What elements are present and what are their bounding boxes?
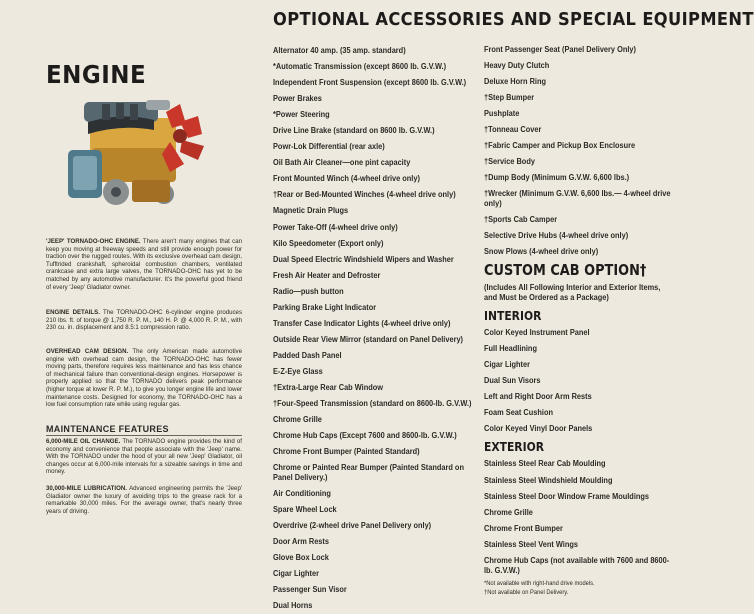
list-item: Fresh Air Heater and Defroster <box>273 269 381 280</box>
list-item: Dual Horns <box>273 600 313 611</box>
list-item: Passenger Sun Visor <box>273 584 347 595</box>
list-item: Cigar Lighter <box>484 359 530 370</box>
list-item: Chrome or Painted Rear Bumper (Painted Standard on Panel Delivery.) <box>273 462 464 482</box>
list-item: †Four-Speed Transmission (standard on 8600-lb. G.V.W.) <box>273 398 472 409</box>
engine-heading: ENGINE <box>46 60 147 89</box>
list-item: Glove Box Lock <box>273 552 329 563</box>
list-item: Independent Front Suspension (except 8600 lb. G.V.W.) <box>273 77 467 88</box>
list-item: Drive Line Brake (standard on 8600 lb. G.V.W.) <box>273 125 435 136</box>
list-item: Power Take-Off (4-wheel drive only) <box>273 221 398 232</box>
maintenance-oil-change: 6,000-MILE OIL CHANGE. The TORNADO engine provides the kind of economy and convenience that people associate with the 'Jeep' name. With the TORNADO under the hood of your all new 'Jeep' Gladiator, oil changes occur at 6,000-mile intervals for a sizeable savings in time and money. <box>46 438 242 476</box>
list-item: Dual Speed Electric Windshield Wipers and Washer <box>273 253 454 264</box>
list-item: Front Passenger Seat (Panel Delivery Only) <box>484 44 636 54</box>
list-item: Heavy Duty Clutch <box>484 60 550 71</box>
list-item: †Rear or Bed-Mounted Winches (4-wheel drive only) <box>273 189 456 200</box>
custom-cab-heading: CUSTOM CAB OPTION† <box>484 261 647 280</box>
list-item: Padded Dash Panel <box>273 349 342 360</box>
list-item: Magnetic Drain Plugs <box>273 205 349 216</box>
list-item: Dual Sun Visors <box>484 375 541 386</box>
accessories-column-b <box>484 42 684 597</box>
engine-illustration <box>62 94 210 222</box>
list-item: Deluxe Horn Ring <box>484 76 547 87</box>
list-item: Chrome Front Bumper (Painted Standard) <box>273 446 420 457</box>
list-item: Chrome Grille <box>273 414 322 425</box>
list-item: Oil Bath Air Cleaner—one pint capacity <box>273 157 411 168</box>
list-item: Chrome Hub Caps (not available with 7600 and 8600-lb. G.V.W.) <box>484 554 670 575</box>
interior-heading: INTERIOR <box>484 308 542 324</box>
list-item: Front Mounted Winch (4-wheel drive only) <box>273 173 420 184</box>
list-item: *Automatic Transmission (except 8600 lb. G.V.W.) <box>273 61 447 72</box>
list-item: Overdrive (2-wheel drive Panel Delivery only) <box>273 520 432 531</box>
maintenance-lubrication: 30,000-MILE LUBRICATION. Advanced engineering permits the 'Jeep' Gladiator owner the luxury of avoiding trips to the grease rack for a remarkable 30,000 miles. For the average owner, that's nearly three years of driving. <box>46 485 242 515</box>
list-item: Stainless Steel Rear Cab Moulding <box>484 458 606 469</box>
list-item: Color Keyed Instrument Panel <box>484 327 590 338</box>
footnote-right-hand-drive: *Not available with right-hand drive models. <box>484 579 595 587</box>
exterior-heading: EXTERIOR <box>484 439 545 455</box>
list-item: Power Brakes <box>273 93 322 104</box>
list-item: †Tonneau Cover <box>484 124 542 135</box>
list-item: Full Headlining <box>484 343 537 354</box>
list-item: †Dump Body (Minimum G.V.W. 6,600 lbs.) <box>484 172 630 183</box>
list-item: Stainless Steel Vent Wings <box>484 538 578 549</box>
list-item: Stainless Steel Door Window Frame Mouldings <box>484 490 650 501</box>
accessories-heading: OPTIONAL ACCESSORIES AND SPECIAL EQUIPMENT <box>273 10 754 30</box>
list-item: Powr-Lok Differential (rear axle) <box>273 141 385 152</box>
list-item: †Wrecker (Minimum G.V.W. 6,600 lbs.— 4-wheel drive only) <box>484 188 671 209</box>
accessories-column-a <box>273 43 483 614</box>
engine-description-tornado: 'JEEP' TORNADO-OHC ENGINE. There aren't many engines that can keep you moving at freeway speeds and still provide enough power for traction over the rugged routes. With its exclusive overhead cam design, Tufftrided crankshaft, spheroidal combustion chambers, ventilated crankcase and extra large valves, the TORNADO-OHC has yet to be matched by any automotive manufacturer. It's the powerful good friend of every 'Jeep' Gladiator owner. <box>46 238 242 291</box>
list-item: †Step Bumper <box>484 92 535 103</box>
list-item: Door Arm Rests <box>273 536 329 547</box>
list-item: Alternator 40 amp. (35 amp. standard) <box>273 45 406 55</box>
list-item: †Sports Cab Camper <box>484 214 558 225</box>
list-item: Outside Rear View Mirror (standard on Panel Delivery) <box>273 333 464 344</box>
list-item: Chrome Grille <box>484 506 533 517</box>
maintenance-heading: MAINTENANCE FEATURES <box>46 424 242 436</box>
list-item: †Fabric Camper and Pickup Box Enclosure <box>484 140 636 151</box>
list-item: Transfer Case Indicator Lights (4-wheel drive only) <box>273 317 451 328</box>
engine-description-details: ENGINE DETAILS. The TORNADO-OHC 6-cylinder engine produces 210 lbs. ft. of torque @ 1,750 R. P. M., 140 H. P. @ 4,000 R. P. M., with 230 cu. in. displacement and 8.5:1 compression ratio. <box>46 309 242 332</box>
list-item: Pushplate <box>484 108 520 119</box>
list-item: Stainless Steel Windshield Moulding <box>484 474 613 485</box>
list-item: Snow Plows (4-wheel drive only) <box>484 246 599 257</box>
list-item: Left and Right Door Arm Rests <box>484 391 592 402</box>
list-item: Spare Wheel Lock <box>273 504 337 515</box>
list-item: *Power Steering <box>273 109 330 120</box>
list-item: Cigar Lighter <box>273 568 319 579</box>
list-item: Parking Brake Light Indicator <box>273 301 377 312</box>
list-item: Selective Drive Hubs (4-wheel drive only) <box>484 230 629 241</box>
list-item: Color Keyed Vinyl Door Panels <box>484 423 593 434</box>
list-item: †Service Body <box>484 156 535 167</box>
list-item: †Extra-Large Rear Cab Window <box>273 381 383 392</box>
engine-description-overhead-cam: OVERHEAD CAM DESIGN. The only American made automotive engine with overhead cam design, the TORNADO-OHC has fewer moving parts, therefore requires less maintenance and has less chance of mechanical failure than conventional-design engines. Horsepower is properly applied so that the TORNADO delivers peak performance (higher torque at lower R. P. M.), to give you longer engine life and lower maintenance costs. Designed for economy, the TORNADO-OHC has a low fuel consumption rate while using regular gas. <box>46 348 242 409</box>
list-item: Radio—push button <box>273 285 344 296</box>
list-item: Air Conditioning <box>273 488 331 499</box>
list-item: Foam Seat Cushion <box>484 407 553 418</box>
list-item: E-Z-Eye Glass <box>273 365 323 376</box>
list-item: Chrome Front Bumper <box>484 522 563 533</box>
footnote-panel-delivery: †Not available on Panel Delivery. <box>484 588 569 596</box>
engine-column <box>0 0 265 539</box>
custom-cab-note: (Includes All Following Interior and Exterior Items, and Must be Ordered as a Package) <box>484 282 661 303</box>
list-item: Kilo Speedometer (Export only) <box>273 237 384 248</box>
list-item: Chrome Hub Caps (Except 7600 and 8600-lb. G.V.W.) <box>273 430 457 441</box>
